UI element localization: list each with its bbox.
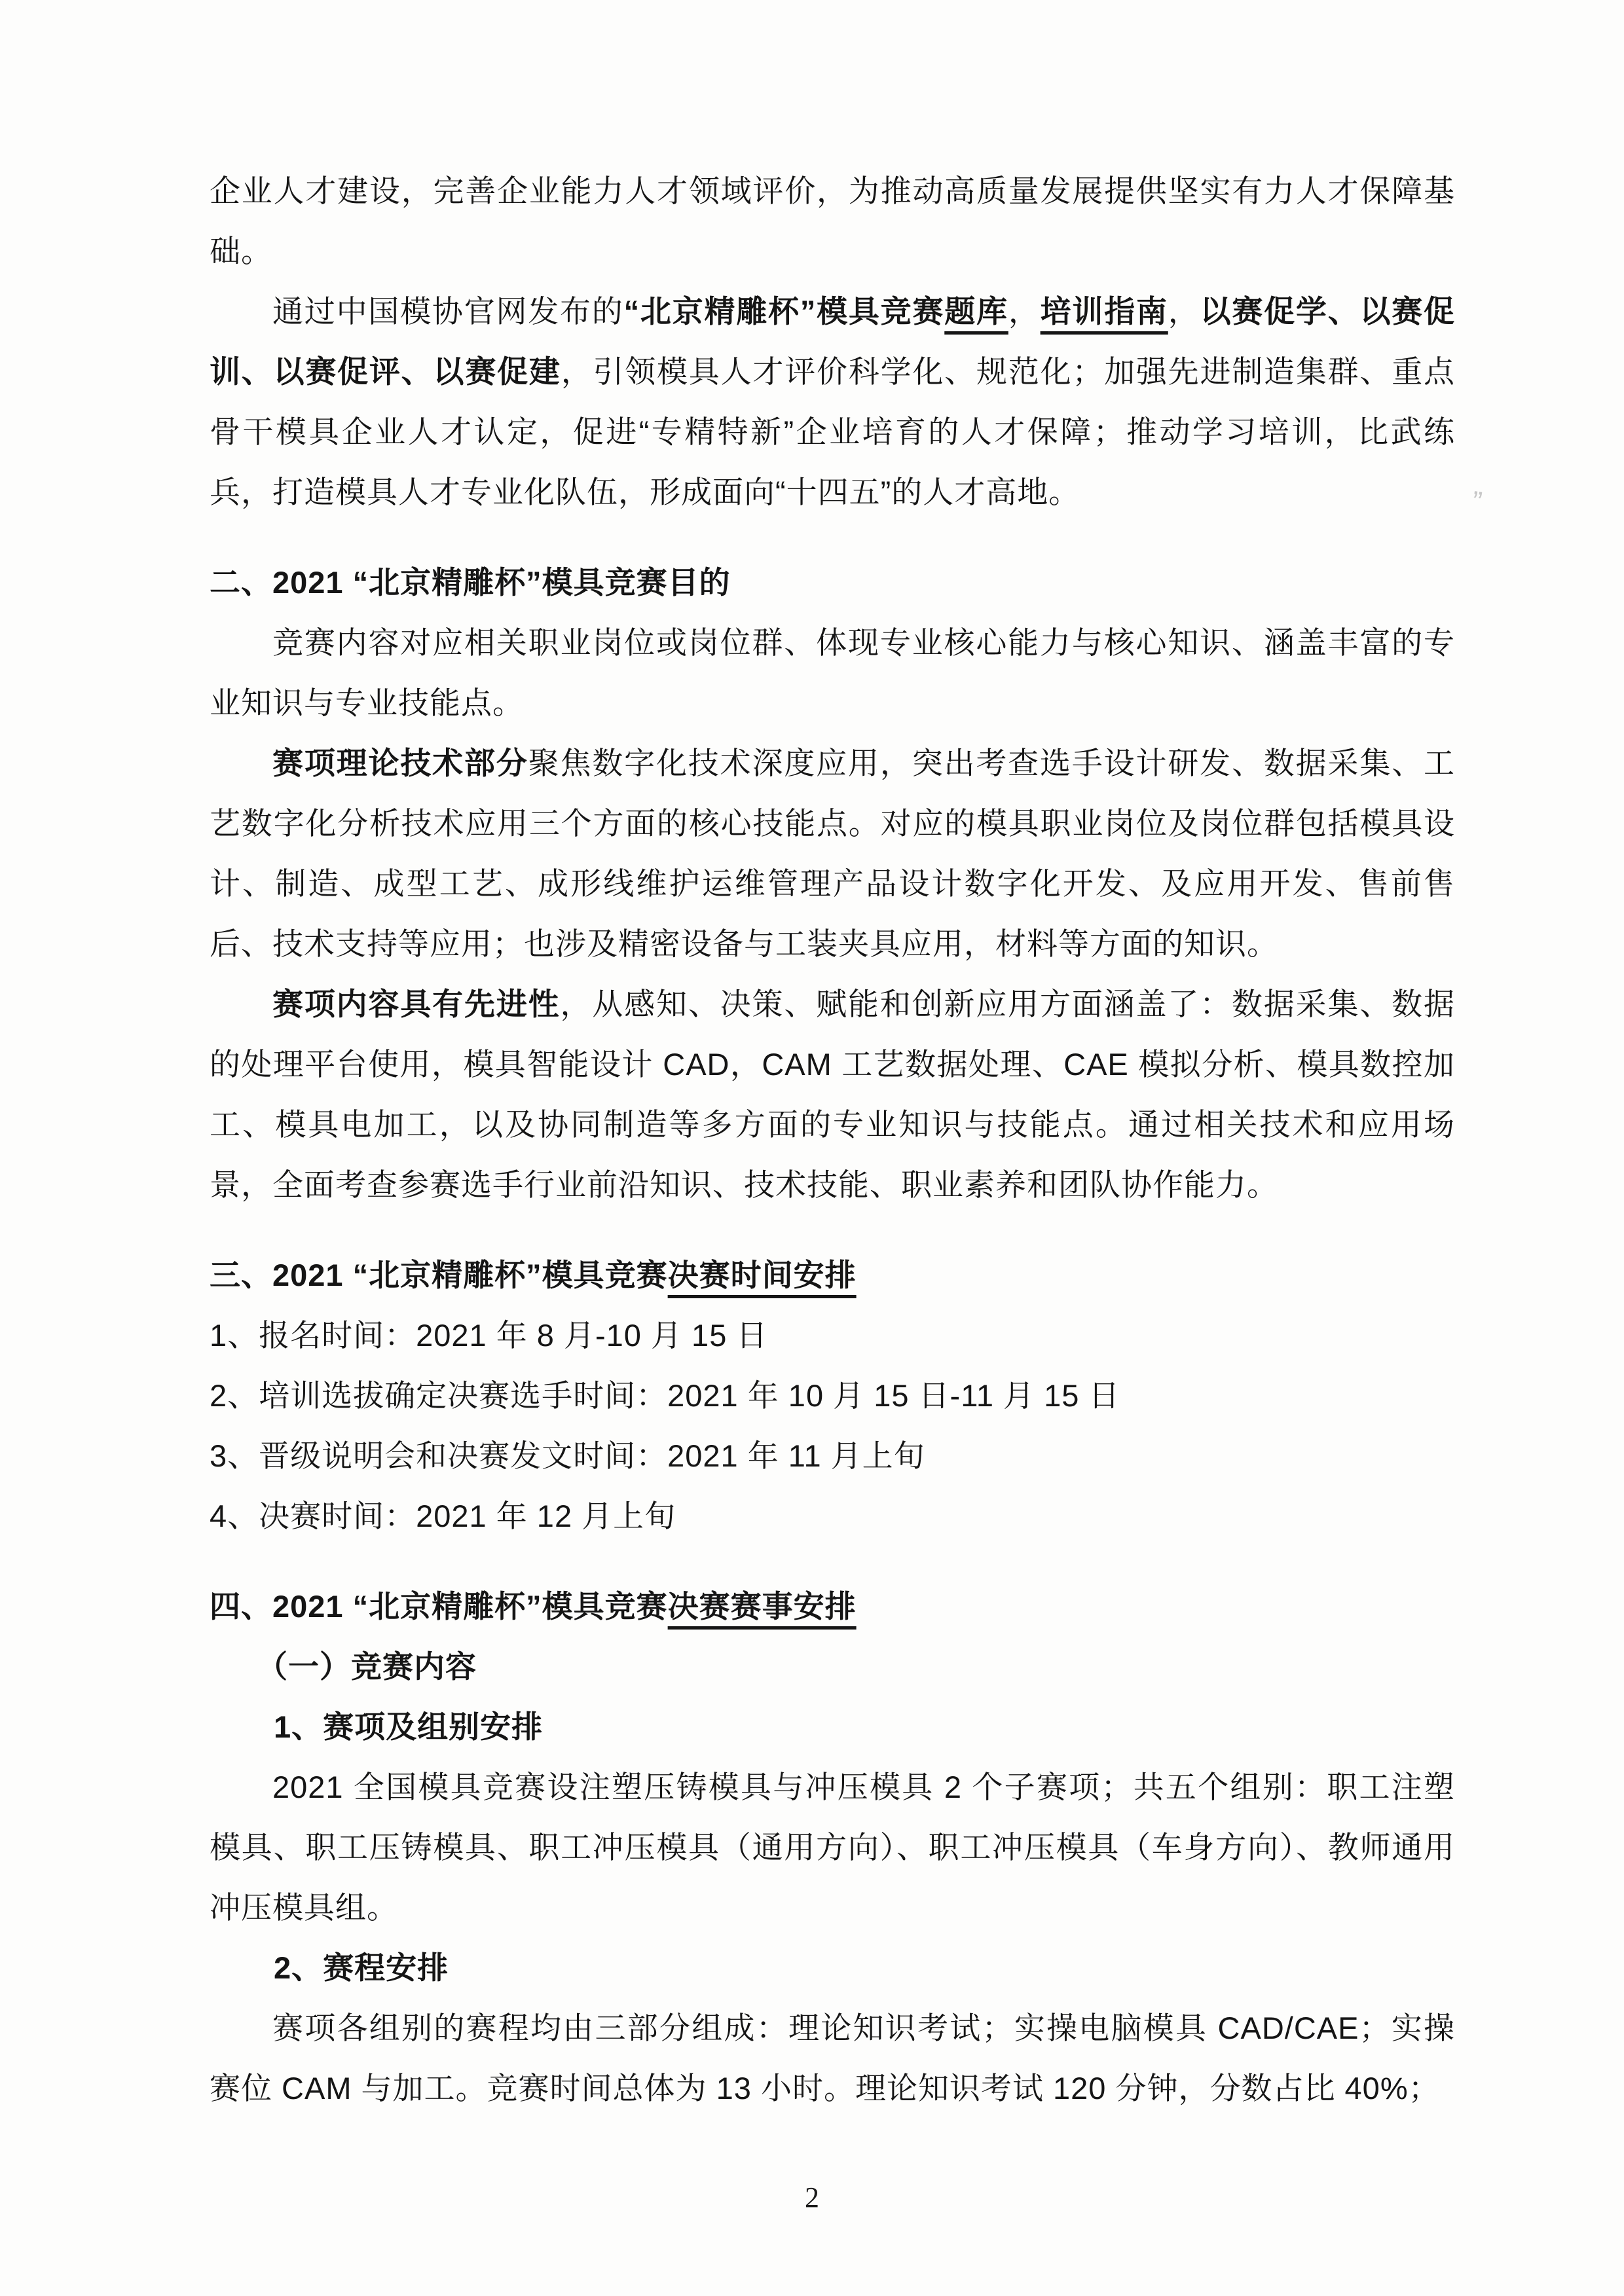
- text-run: 赛项各组别的赛程均由三部分组成：理论知识考试；实操电脑模具 CAD/CAE；实操赛位 CAM 与加工。竞赛时间总体为 13 小时。理论知识考试 120 分钟，分数占比 40%；: [210, 2011, 1455, 2105]
- paragraph: [210, 733, 1455, 974]
- heading: [210, 1576, 1455, 1637]
- list-item: [210, 1305, 1455, 1366]
- text-run: “北京精雕杯”模具竞赛: [623, 294, 945, 329]
- heading: [210, 1637, 1455, 1697]
- paragraph: [210, 161, 1455, 282]
- text-run: 2021 全国模具竞赛设注塑压铸模具与冲压模具 2 个子赛项；共五个组别：职工注塑模具、职工压铸模具、职工冲压模具（通用方向）、职工冲压模具（车身方向）、教师通用冲压模具组。: [210, 1770, 1455, 1925]
- heading: [210, 1697, 1455, 1757]
- text-run: 1、报名时间：2021 年 8 月-10 月 15 日: [210, 1318, 768, 1353]
- text-run: ，: [1008, 294, 1041, 329]
- text-run: 3、晋级说明会和决赛发文时间：2021 年 11 月上旬: [210, 1438, 925, 1473]
- text-run: 2、赛程安排: [274, 1950, 449, 1985]
- text-run: 决赛时间安排: [667, 1258, 857, 1292]
- text-run: 三、2021 “北京精雕杯”模具竞赛: [210, 1258, 668, 1292]
- list-item: [210, 1486, 1455, 1546]
- text-run: ，: [1168, 294, 1200, 329]
- document-content: [210, 161, 1455, 2119]
- text-run: 竞赛内容对应相关职业岗位或岗位群、体现专业核心能力与核心知识、涵盖丰富的专业知识与专业技能点。: [210, 625, 1455, 720]
- text-run: 企业人才建设，完善企业能力人才领域评价，为推动高质量发展提供坚实有力人才保障基础。: [210, 173, 1455, 268]
- text-run: 决赛赛事安排: [667, 1589, 857, 1624]
- text-run: 以赛促学、以赛促训、以赛促评、以赛促建: [210, 294, 1456, 389]
- paragraph: [210, 1757, 1455, 1938]
- text-run: ，从感知、决策、赋能和创新应用方面涵盖了：数据采集、数据的处理平台使用，模具智能设计 CAD，CAM 工艺数据处理、CAE 模拟分析、模具数控加工、模具电加工，以及协同制造等多方面的专业知识与技能点。通过相关技术和应用场景，全面考查参赛选手行业前沿知识、技术技能、职业素养和团队协作能力。: [210, 987, 1455, 1202]
- heading: [210, 553, 1455, 613]
- heading: [210, 1245, 1455, 1305]
- list-item: [210, 1426, 1455, 1486]
- text-run: 聚焦数字化技术深度应用，突出考查选手设计研发、数据采集、工艺数字化分析技术应用三个方面的核心技能点。对应的模具职业岗位及岗位群包括模具设计、制造、成型工艺、成形线维护运维管理产品设计数字化开发、及应用开发、售前售后、技术支持等应用；也涉及精密设备与工装夹具应用，材料等方面的知识。: [210, 746, 1456, 961]
- paragraph: [210, 1998, 1455, 2119]
- text-run: （一）竞赛内容: [257, 1649, 477, 1684]
- text-run: ，引领模具人才评价科学化、规范化；加强先进制造集群、重点骨干模具企业人才认定，促进“专精特新”企业培育的人才保障；推动学习培训，比武练兵，打造模具人才专业化队伍，形成面向“十四五”的人才高地。: [210, 354, 1456, 509]
- text-run: 2、培训选拔确定决赛选手时间：2021 年 10 月 15 日-11 月 15 日: [210, 1378, 1120, 1413]
- page-number: 2: [805, 2181, 819, 2214]
- text-run: 赛项理论技术部分: [272, 746, 528, 780]
- text-run: 赛项内容具有先进性: [272, 987, 561, 1021]
- heading: [210, 1938, 1455, 1998]
- list-item: [210, 1366, 1455, 1426]
- scan-artifact: ”: [1469, 485, 1485, 519]
- text-run: 二、2021 “北京精雕杯”模具竞赛目的: [210, 565, 731, 600]
- text-run: 题库: [944, 294, 1008, 329]
- text-run: 培训指南: [1040, 294, 1168, 329]
- text-run: 1、赛项及组别安排: [274, 1709, 544, 1744]
- text-run: 四、2021 “北京精雕杯”模具竞赛: [210, 1589, 668, 1624]
- text-run: 通过中国模协官网发布的: [272, 294, 624, 329]
- paragraph: [210, 613, 1455, 733]
- text-run: 4、决赛时间：2021 年 12 月上旬: [210, 1499, 676, 1533]
- paragraph: [210, 974, 1455, 1215]
- paragraph: [210, 282, 1455, 522]
